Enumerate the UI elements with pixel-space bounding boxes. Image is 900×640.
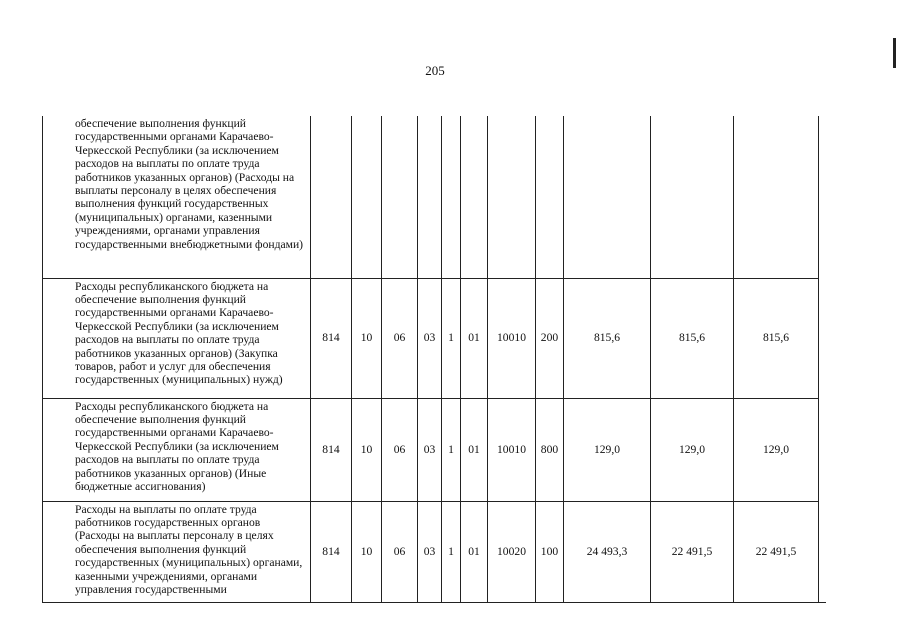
amount-year-1 <box>564 116 651 278</box>
table-row <box>43 116 819 278</box>
ministry-code: 814 <box>311 501 352 602</box>
subsection-code: 06 <box>382 278 418 398</box>
scan-edge-mark <box>893 38 896 68</box>
program-code <box>418 116 442 278</box>
section-code <box>352 116 382 278</box>
row-description: обеспечение выполнения функций государственными органами Карачаево-Черкесской Республики (за исключением расходов на выплаты по оплате труда работников указанных органов) (Расходы на выплаты персоналу в целях обеспечения выполнения функций государственных (муниципальных) органами, казенными учреждениями, органами управления государственными внебюджетными фондами) <box>43 116 311 278</box>
table-row <box>43 398 819 501</box>
table-row <box>43 278 819 398</box>
row-description: Расходы республиканского бюджета на обеспечение выполнения функций государственными органами Карачаево-Черкесской Республики (за исключением расходов на выплаты по оплате труда работников указанных органов) (Иные бюджетные ассигнования) <box>43 398 311 501</box>
subsection-code <box>382 116 418 278</box>
program-code: 03 <box>418 278 442 398</box>
subsection-code: 06 <box>382 501 418 602</box>
target-code <box>488 116 536 278</box>
expense-type-code: 800 <box>536 398 564 501</box>
amount-year-3: 129,0 <box>734 398 819 501</box>
amount-year-3: 22 491,5 <box>734 501 819 602</box>
amount-year-2: 815,6 <box>651 278 734 398</box>
direction-code: 1 <box>442 501 461 602</box>
amount-year-2 <box>651 116 734 278</box>
target-code: 10010 <box>488 398 536 501</box>
expense-type-code: 100 <box>536 501 564 602</box>
direction-code: 1 <box>442 278 461 398</box>
ministry-code <box>311 116 352 278</box>
page-number: 205 <box>425 63 445 78</box>
subprogram-code: 01 <box>461 278 488 398</box>
amount-year-1: 24 493,3 <box>564 501 651 602</box>
section-code: 10 <box>352 278 382 398</box>
budget-table <box>42 116 819 602</box>
table-bottom-rule <box>42 602 826 603</box>
amount-year-1: 129,0 <box>564 398 651 501</box>
ministry-code: 814 <box>311 278 352 398</box>
program-code: 03 <box>418 501 442 602</box>
section-code: 10 <box>352 501 382 602</box>
program-code: 03 <box>418 398 442 501</box>
target-code: 10020 <box>488 501 536 602</box>
direction-code <box>442 116 461 278</box>
row-description: Расходы республиканского бюджета на обеспечение выполнения функций государственными органами Карачаево-Черкесской Республики (за исключением расходов на выплаты по оплате труда работников указанных органов) (Закупка товаров, работ и услуг для обеспечения государственных (муниципальных) нужд) <box>43 278 311 398</box>
subprogram-code: 01 <box>461 501 488 602</box>
amount-year-2: 129,0 <box>651 398 734 501</box>
row-description: Расходы на выплаты по оплате труда работников государственных органов (Расходы на выплаты персоналу в целях обеспечения выполнения функций государственных (муниципальных) органами, казенными учреждениями, органами управления государственными <box>43 501 311 602</box>
amount-year-3 <box>734 116 819 278</box>
table-row <box>43 501 819 602</box>
target-code: 10010 <box>488 278 536 398</box>
subprogram-code <box>461 116 488 278</box>
expense-type-code <box>536 116 564 278</box>
ministry-code: 814 <box>311 398 352 501</box>
subsection-code: 06 <box>382 398 418 501</box>
subprogram-code: 01 <box>461 398 488 501</box>
amount-year-2: 22 491,5 <box>651 501 734 602</box>
section-code: 10 <box>352 398 382 501</box>
amount-year-1: 815,6 <box>564 278 651 398</box>
amount-year-3: 815,6 <box>734 278 819 398</box>
direction-code: 1 <box>442 398 461 501</box>
expense-type-code: 200 <box>536 278 564 398</box>
